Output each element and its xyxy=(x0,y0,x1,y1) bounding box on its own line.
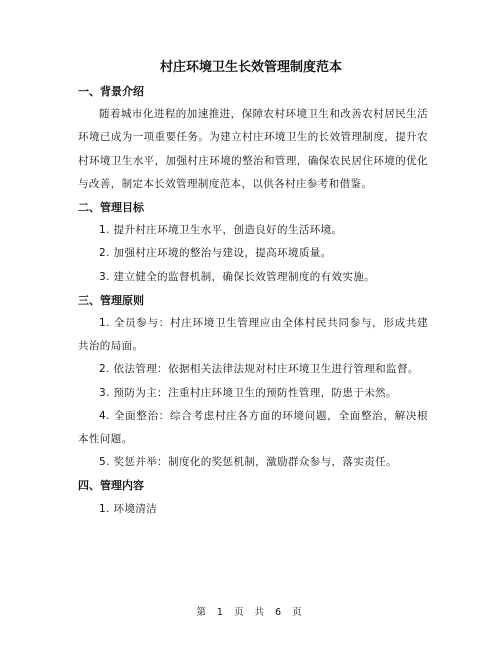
section-heading-background: 一、背景介绍 xyxy=(78,85,144,98)
paragraph-goal-1: 1. 提升村庄环境卫生水平，创造良好的生活环境。 xyxy=(99,224,343,237)
section-heading-content: 四、管理内容 xyxy=(78,479,144,493)
paragraph-principle-3: 3. 预防为主：注重村庄环境卫生的预防性管理，防患于未然。 xyxy=(99,386,397,399)
page-footer: 第 1 页 共 6 页 xyxy=(196,607,306,618)
document-title: 村庄环境卫生长效管理制度范本 xyxy=(159,60,342,75)
paragraph-background: 随着城市化进程的加速推进，保障农村环境卫生和改善农村居民生活环境已成为一项重要任务。为建立村庄环境卫生的长效管理制度，提升农村环境卫生水平，加强村庄环境的整治和管理，确保农民居住环境的优化与改善，制定本长效管理制度范本，以供各村庄参考和借鉴。 xyxy=(78,108,428,190)
paragraph-goal-2: 2. 加强村庄环境的整治与建设，提高环境质量。 xyxy=(99,247,332,260)
paragraph-goal-3: 3. 建立健全的监督机制，确保长效管理制度的有效实施。 xyxy=(99,270,376,283)
section-heading-goals: 二、管理目标 xyxy=(78,201,144,215)
paragraph-principle-1: 1. 全员参与：村庄环境卫生管理应由全体村民共同参与，形成共建共治的局面。 xyxy=(78,317,428,353)
paragraph-principle-5: 5. 奖惩并举：制度化的奖惩机制，激励群众参与，落实责任。 xyxy=(99,456,397,469)
paragraph-principle-2: 2. 依法管理：依据相关法律法规对村庄环境卫生进行管理和监督。 xyxy=(99,363,419,376)
document-body xyxy=(78,80,428,521)
section-heading-principles: 三、管理原则 xyxy=(78,293,144,307)
paragraph-principle-4: 4. 全面整治：综合考虑村庄各方面的环境问题，全面整治，解决根本性问题。 xyxy=(78,409,428,446)
paragraph-content-1: 1. 环境清洁 xyxy=(99,502,158,515)
